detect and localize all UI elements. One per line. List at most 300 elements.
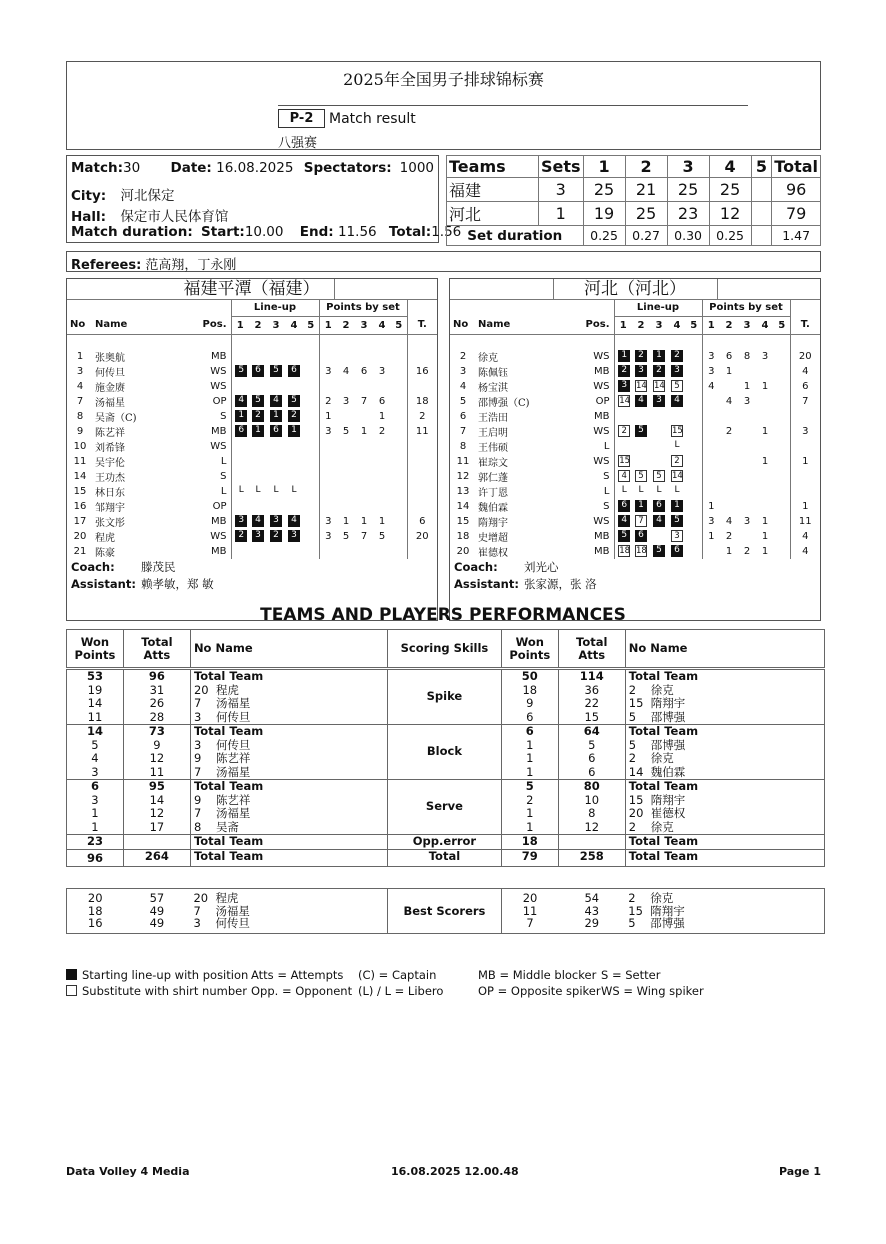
player-number: 15 (73, 485, 87, 497)
set-points (355, 379, 373, 394)
lineup-set-col: 5 (303, 316, 319, 334)
starting-position-marker: 4 (618, 515, 630, 527)
set-points (756, 499, 774, 514)
player-no-name (190, 684, 387, 698)
team-b-title (450, 279, 820, 300)
player-won-points: 1 (67, 807, 124, 821)
points-set-col: 2 (337, 316, 355, 334)
set-points (319, 454, 337, 469)
lineup-cell (650, 469, 668, 484)
player-number: 8 (459, 440, 467, 452)
team-a-set2: 21 (625, 178, 667, 202)
player-row (67, 499, 437, 514)
set-points (774, 424, 790, 439)
player-number: 7 (459, 425, 467, 437)
legend-starting (66, 967, 251, 983)
lineup-cell (267, 364, 285, 379)
player-total-atts: 17 (123, 821, 190, 835)
lineup-cell (231, 349, 249, 364)
player-name: 汤福星 (95, 397, 125, 409)
set-points: 5 (342, 425, 350, 437)
points-set-col: 1 (702, 316, 720, 334)
player-position: OP (212, 395, 227, 407)
set-points (774, 394, 790, 409)
set-points (373, 379, 391, 394)
player-no-name (190, 794, 387, 808)
player-position: L (220, 455, 227, 467)
player-number: 2 (459, 350, 467, 362)
competition-title: 2025年全国男子排球锦标赛 (343, 70, 544, 89)
starting-position-marker: 3 (288, 530, 300, 542)
set-points: 1 (725, 365, 733, 377)
player-row (450, 394, 820, 409)
player-name: 史增超 (478, 532, 508, 544)
player-won-points: 1 (501, 766, 558, 780)
lineup-cell (267, 544, 285, 559)
total-points: 6 (802, 380, 809, 392)
footer-page: Page 1 (778, 1165, 821, 1178)
set2-duration: 0.27 (625, 226, 667, 246)
coach-label: Coach: (71, 560, 115, 574)
lineup-cell (303, 469, 319, 484)
player-number: 14 (456, 500, 470, 512)
set-points (355, 469, 373, 484)
player-position: MB (211, 545, 227, 557)
starting-position-marker: 1 (618, 350, 630, 362)
set-points: 2 (725, 530, 733, 542)
set-points: 1 (761, 380, 769, 392)
player-no-name (625, 684, 824, 698)
player-number: 15 (628, 696, 644, 710)
team-b-name: 河北 (447, 202, 539, 226)
set-points (720, 379, 738, 394)
won-points-header: Won Points (501, 630, 558, 668)
best-no-name (190, 917, 387, 933)
starting-position-marker: 5 (618, 530, 630, 542)
starting-position-marker: 3 (270, 515, 282, 527)
player-position: MB (594, 545, 610, 557)
player-no-name (625, 794, 824, 808)
player-position: S (220, 470, 227, 482)
best-scorer-row (67, 889, 825, 905)
header-divider (278, 105, 748, 106)
lineup-cell (614, 484, 632, 499)
set-points (373, 349, 391, 364)
player-number: 1 (76, 350, 84, 362)
lineup-cell (267, 454, 285, 469)
total-team-label: Total Team (190, 670, 387, 684)
set-points: 5 (378, 530, 386, 542)
player-number: 20 (73, 530, 87, 542)
player-number: 20 (193, 682, 209, 697)
set-duration-label: Set duration (447, 226, 584, 246)
lineup-cell (231, 544, 249, 559)
set-duration-row (447, 226, 821, 246)
lineup-cell (650, 454, 668, 469)
set-points (720, 499, 738, 514)
set-points (702, 424, 720, 439)
lineup-cell (249, 409, 267, 424)
scoring-skills-header: Scoring Skills (388, 630, 502, 668)
player-total-atts: 26 (123, 697, 190, 711)
player-no-name (625, 752, 824, 766)
lineup-cell (668, 424, 686, 439)
player-won-points: 1 (501, 752, 558, 766)
starting-position-marker: 1 (252, 425, 264, 437)
date-label: Date: (170, 160, 212, 176)
lineup-cell (632, 364, 650, 379)
lineup-cell (285, 454, 303, 469)
start-label: Start: (201, 224, 245, 240)
lineup-cell (632, 469, 650, 484)
set-points: 1 (743, 380, 751, 392)
player-number: 18 (456, 530, 470, 542)
player-number: 2 (628, 891, 636, 905)
lineup-set-col: 4 (668, 316, 686, 334)
lineup-cell (686, 529, 702, 544)
lineup-cell (668, 484, 686, 499)
lineup-cell (267, 379, 285, 394)
pos-header: Pos. (197, 316, 231, 334)
player-name: 何传旦 (215, 916, 250, 930)
set-points: 1 (761, 515, 769, 527)
player-number: 3 (76, 365, 84, 377)
set-points (391, 484, 407, 499)
total-team-label: Total Team (190, 725, 387, 739)
team-b-opp-error: 18 (501, 835, 558, 850)
total-points: 7 (802, 395, 809, 407)
starting-position-marker: 3 (635, 365, 647, 377)
lineup-cell (249, 364, 267, 379)
player-won-points: 4 (67, 752, 124, 766)
player-name: 崔德权 (650, 806, 686, 820)
lineup-cell (267, 394, 285, 409)
lineup-cell (614, 454, 632, 469)
best-won-points: 18 (67, 905, 124, 918)
libero-marker: L (238, 485, 244, 496)
team-a-set3: 25 (667, 178, 709, 202)
player-name: 陈豪 (95, 547, 115, 559)
skill-row (67, 725, 825, 739)
player-number: 9 (76, 425, 84, 437)
lineup-cell (303, 544, 319, 559)
player-name: 隋翔宇 (650, 696, 686, 710)
match-date-row (71, 160, 392, 176)
starting-position-marker: 5 (270, 365, 282, 377)
set-points: 3 (708, 350, 715, 362)
lineup-cell (285, 394, 303, 409)
match-info (66, 155, 462, 243)
set-points (373, 454, 391, 469)
libero-marker: L (621, 485, 627, 496)
set-points (391, 544, 407, 559)
starting-position-marker: 6 (270, 425, 282, 437)
legend-text: MB = Middle blocker (478, 968, 597, 982)
player-won-points: 14 (67, 697, 124, 711)
spectators-label: Spectators: (303, 160, 392, 176)
player-number: 12 (456, 470, 470, 482)
points-set-col: 3 (355, 316, 373, 334)
player-name: 何传旦 (215, 737, 251, 752)
lineup-cell (267, 424, 285, 439)
team-a-lineup (66, 278, 438, 621)
player-position: MB (211, 425, 227, 437)
report-subtitle: Match result (329, 111, 416, 127)
player-position: MB (594, 410, 610, 422)
best-no-name (625, 889, 824, 905)
set-points: 2 (378, 425, 386, 437)
set-points (702, 469, 720, 484)
set-points (756, 439, 774, 454)
player-position: S (603, 470, 610, 482)
total-points (790, 484, 820, 499)
lineup-cell (686, 364, 702, 379)
player-number: 11 (73, 455, 87, 467)
set-points: 3 (708, 365, 715, 377)
lineup-cell (650, 514, 668, 529)
player-no-name (190, 752, 387, 766)
set-points (391, 364, 407, 379)
lineup-cell (231, 424, 249, 439)
team-a-total-atts: 264 (123, 849, 190, 866)
player-row (450, 349, 820, 364)
team-b-total-atts: 258 (558, 849, 625, 866)
player-row (450, 544, 820, 559)
referees-label: Referees: (71, 258, 142, 273)
best-scorers (66, 888, 825, 936)
lineup-cell (686, 544, 702, 559)
player-number: 16 (73, 500, 87, 512)
team-b-coach-name: 刘光心 (524, 560, 559, 574)
starting-position-marker: 4 (252, 515, 264, 527)
team-a-name: 福建 (447, 178, 539, 202)
player-won-points: 9 (501, 697, 558, 711)
player-number: 20 (193, 891, 209, 905)
lineup-cell (303, 394, 319, 409)
set-points (355, 544, 373, 559)
player-row (67, 394, 437, 409)
total-points (790, 409, 820, 424)
team-b-set5 (751, 202, 772, 226)
team-b-coach (454, 559, 559, 575)
set-points: 4 (725, 515, 733, 527)
team-won-points: 14 (67, 725, 124, 739)
set-points (774, 454, 790, 469)
lineup-cell (614, 439, 632, 454)
total-points: 20 (798, 350, 812, 362)
player-number: 13 (456, 485, 470, 497)
lineup-cell (686, 424, 702, 439)
starting-position-marker: 1 (653, 350, 665, 362)
set-points (720, 409, 738, 424)
starting-position-marker: 1 (235, 410, 247, 422)
duration-label: Match duration: (71, 224, 193, 240)
set-points: 3 (325, 425, 332, 437)
lineup-cell (303, 364, 319, 379)
lineup-cell (686, 349, 702, 364)
total-header: Total (772, 156, 821, 178)
player-no-name (190, 697, 387, 711)
lineup-column-header (450, 316, 820, 334)
player-position: MB (594, 365, 610, 377)
lineup-cell (650, 529, 668, 544)
set-points: 3 (342, 395, 350, 407)
lineup-cell (231, 484, 249, 499)
lineup-cell (285, 529, 303, 544)
starting-position-marker: 4 (270, 395, 282, 407)
player-number: 8 (76, 410, 84, 422)
player-position: L (220, 485, 227, 497)
set-points (391, 394, 407, 409)
lineup-cell (285, 499, 303, 514)
team-a-coach-name: 滕茂民 (141, 560, 176, 574)
lineup-cell (668, 514, 686, 529)
player-number: 17 (73, 515, 87, 527)
lineup-cell (686, 379, 702, 394)
total-points (790, 439, 820, 454)
lineup-cell (650, 499, 668, 514)
total-label: Total: (388, 224, 432, 240)
lineup-cell (231, 454, 249, 469)
performance-table (66, 629, 825, 882)
lineup-cell (231, 379, 249, 394)
lineup-cell (614, 379, 632, 394)
starting-position-marker: 2 (635, 350, 647, 362)
lineup-cell (231, 439, 249, 454)
set-points: 6 (725, 350, 733, 362)
player-name: 邵博强 (650, 709, 686, 724)
team-a-set5 (751, 178, 772, 202)
total-team-label: Total Team (190, 835, 387, 850)
total-points (407, 499, 437, 514)
set-points (738, 424, 756, 439)
points-set-col: 5 (774, 316, 790, 334)
lineup-cell (668, 499, 686, 514)
match-label: Match: (71, 160, 124, 176)
player-no-name (625, 807, 824, 821)
player-number: 11 (456, 455, 470, 467)
lineup-cell (249, 484, 267, 499)
empty-cell (123, 835, 190, 850)
team-total-atts: 64 (558, 725, 625, 739)
lineup-cell (267, 349, 285, 364)
player-position: OP (595, 395, 610, 407)
team-b-assistant (454, 576, 597, 592)
substitute-marker: 5 (671, 380, 683, 392)
set-points (319, 379, 337, 394)
team-a-assistant (71, 576, 214, 592)
player-row (67, 424, 437, 439)
player-total-atts: 12 (123, 752, 190, 766)
total-team-label: Total Team (625, 780, 824, 794)
set-points (738, 454, 756, 469)
referees-names: 范高翔，丁永刚 (145, 258, 237, 273)
libero-marker: L (656, 485, 662, 496)
lineup-cell (285, 439, 303, 454)
player-number: 3 (193, 709, 202, 724)
player-number: 2 (628, 751, 637, 765)
set3-header: 3 (667, 156, 709, 178)
opp-error-label: Opp.error (388, 835, 502, 850)
total-points: 18 (415, 395, 429, 407)
hall-label: Hall: (71, 209, 107, 225)
set-points (319, 439, 337, 454)
set-points (702, 409, 720, 424)
spacer (407, 334, 437, 349)
total-points-header: T. (790, 316, 820, 334)
set-points (391, 424, 407, 439)
player-row (450, 499, 820, 514)
total-team-label: Total Team (625, 670, 824, 684)
lineup-cell (303, 484, 319, 499)
starting-position-marker: 5 (252, 395, 264, 407)
set-points (391, 529, 407, 544)
lineup-set-col: 2 (249, 316, 267, 334)
player-name: 邵博强 (650, 737, 686, 752)
set3-duration: 0.30 (667, 226, 709, 246)
lineup-header: Line-up (231, 300, 319, 316)
set-points (774, 499, 790, 514)
set-header-row (447, 156, 821, 178)
player-name: 徐克 (650, 891, 674, 905)
legend-text: (C) = Captain (358, 968, 437, 982)
city-value: 河北保定 (120, 188, 175, 204)
set5-duration (751, 226, 772, 246)
lineup-cell (249, 424, 267, 439)
player-won-points: 1 (501, 807, 558, 821)
lineup-cell (303, 424, 319, 439)
total-team-label: Total Team (625, 725, 824, 739)
substitute-marker: 18 (636, 546, 647, 557)
no-header: No (450, 316, 476, 334)
set-points: 3 (378, 365, 386, 377)
lineup-cell (267, 499, 285, 514)
set-points (774, 484, 790, 499)
substitute-marker: 14 (636, 381, 647, 392)
footer-timestamp: 16.08.2025 12.00.48 (391, 1165, 519, 1178)
set-scores-table (446, 155, 821, 246)
points-set-col: 5 (391, 316, 407, 334)
set-points (355, 499, 373, 514)
substitute-marker: 5 (653, 470, 665, 482)
won-points-header: Won Points (67, 630, 124, 668)
set-points (774, 529, 790, 544)
perf-header-row (67, 630, 825, 668)
set-points (702, 439, 720, 454)
best-scorers-label: Best Scorers (388, 889, 502, 934)
player-name: 徐克 (478, 352, 498, 364)
player-name: 徐克 (650, 819, 674, 834)
set-points (373, 484, 391, 499)
team-a-roster (67, 300, 437, 559)
total-team-label: Total Team (625, 835, 824, 850)
player-name: 崔德权 (478, 547, 508, 559)
lineup-cell (632, 394, 650, 409)
starting-position-marker: 6 (671, 545, 683, 557)
player-no-name (190, 766, 387, 780)
best-total-atts: 57 (123, 889, 190, 905)
total-points (407, 469, 437, 484)
player-row (67, 364, 437, 379)
player-name: 隋翔宇 (650, 903, 685, 918)
player-name: 陈佩钰 (478, 367, 508, 379)
performance-title: TEAMS AND PLAYERS PERFORMANCES (260, 605, 626, 625)
starting-position-marker: 5 (671, 515, 683, 527)
set-scores (446, 155, 821, 243)
opp-error-row (67, 835, 825, 850)
skill-name: Spike (388, 670, 502, 725)
starting-position-marker: 1 (288, 425, 300, 437)
